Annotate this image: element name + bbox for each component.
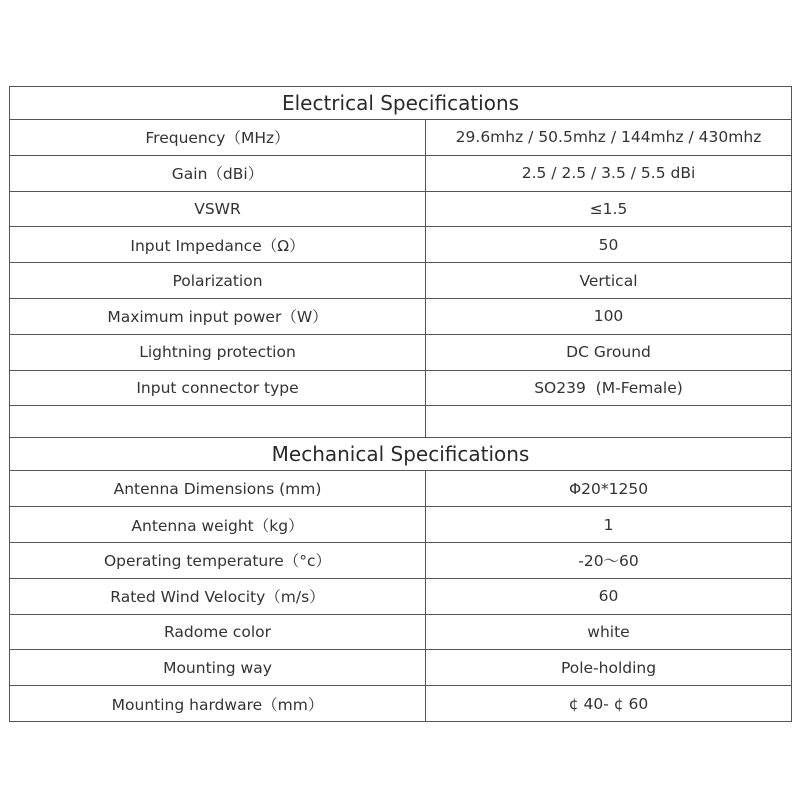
- electrical-specifications-title: Electrical Specifications: [10, 87, 792, 120]
- electrical-header-row: [10, 87, 792, 120]
- table-row: [10, 542, 792, 578]
- mechanical-header-row: [10, 438, 792, 471]
- spec-value: 2.5 / 2.5 / 3.5 / 5.5 dBi: [426, 155, 792, 191]
- spec-label: Lightning protection: [10, 334, 426, 370]
- table-row: [10, 298, 792, 334]
- spec-label: Input connector type: [10, 370, 426, 406]
- spec-value: 100: [426, 298, 792, 334]
- spec-value: ≤1.5: [426, 191, 792, 227]
- spec-label: Frequency（MHz）: [10, 120, 426, 156]
- spec-value: Pole-holding: [426, 650, 792, 686]
- spec-value: 29.6mhz / 50.5mhz / 144mhz / 430mhz: [426, 120, 792, 156]
- blank-row: [10, 406, 792, 438]
- spec-value: DC Ground: [426, 334, 792, 370]
- table-row: [10, 120, 792, 156]
- spec-label: Polarization: [10, 263, 426, 299]
- spec-value: Φ20*1250: [426, 471, 792, 507]
- mechanical-specifications-title: Mechanical Specifications: [10, 438, 792, 471]
- spec-label: Maximum input power（W）: [10, 298, 426, 334]
- table-row: [10, 191, 792, 227]
- table-row: [10, 507, 792, 543]
- table-row: [10, 334, 792, 370]
- blank-cell: [426, 406, 792, 438]
- table-row: [10, 614, 792, 650]
- table-row: [10, 370, 792, 406]
- table-row: [10, 263, 792, 299]
- spec-value: Vertical: [426, 263, 792, 299]
- spec-value: ¢ 40- ¢ 60: [426, 686, 792, 722]
- spec-value: SO239 (M-Female): [426, 370, 792, 406]
- spec-label: VSWR: [10, 191, 426, 227]
- table-row: [10, 686, 792, 722]
- spec-label: Operating temperature（°c）: [10, 542, 426, 578]
- spec-value: -20～60: [426, 542, 792, 578]
- spec-value: 50: [426, 227, 792, 263]
- spec-label: Antenna Dimensions (mm): [10, 471, 426, 507]
- table-row: [10, 650, 792, 686]
- spec-label: Gain（dBi）: [10, 155, 426, 191]
- spec-label: Antenna weight（kg）: [10, 507, 426, 543]
- spec-label: Mounting way: [10, 650, 426, 686]
- spec-value: 1: [426, 507, 792, 543]
- blank-cell: [10, 406, 426, 438]
- spec-value: 60: [426, 578, 792, 614]
- spec-label: Mounting hardware（mm）: [10, 686, 426, 722]
- specifications-table: [9, 86, 792, 722]
- spec-label: Input Impedance（Ω）: [10, 227, 426, 263]
- table-row: [10, 578, 792, 614]
- table-row: [10, 155, 792, 191]
- spec-value: white: [426, 614, 792, 650]
- spec-label: Rated Wind Velocity（m/s）: [10, 578, 426, 614]
- table-row: [10, 471, 792, 507]
- spec-label: Radome color: [10, 614, 426, 650]
- table-row: [10, 227, 792, 263]
